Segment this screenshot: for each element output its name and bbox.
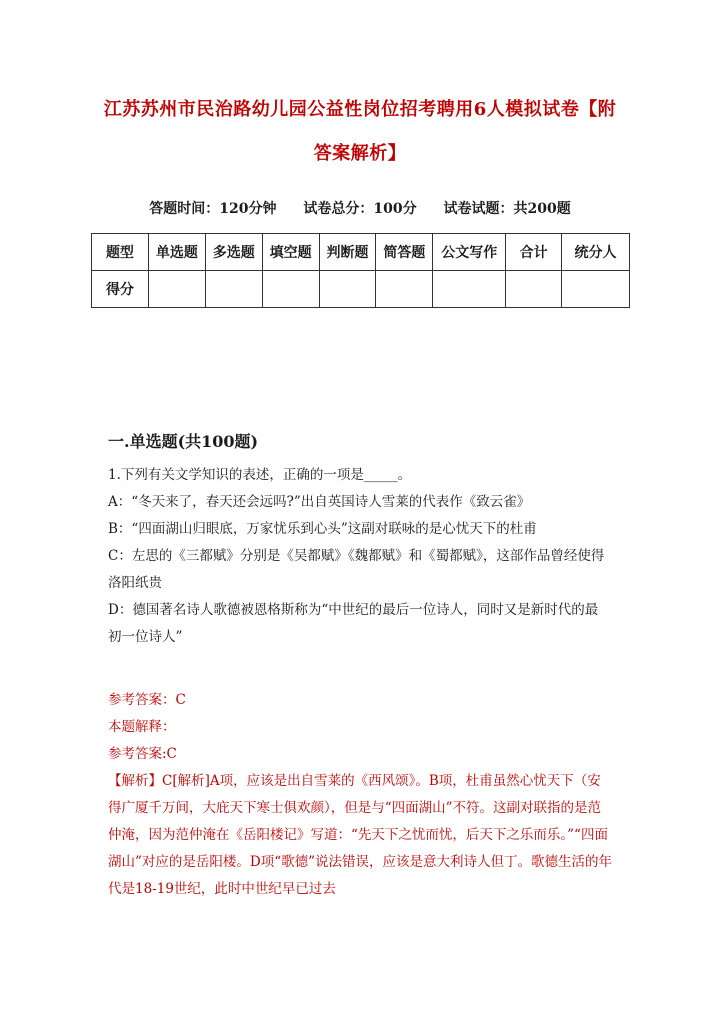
exam-total-score: 试卷总分：100分 bbox=[303, 201, 417, 217]
score-table-header-cell: 填空题 bbox=[262, 234, 319, 271]
score-table-header-cell: 单选题 bbox=[148, 234, 205, 271]
score-cell bbox=[319, 271, 376, 308]
score-table-header-row bbox=[92, 234, 630, 271]
score-cell bbox=[205, 271, 262, 308]
exam-info bbox=[0, 198, 720, 220]
option-d: D：德国著名诗人歌德被恩格斯称为“中世纪的最后一位诗人，同时又是新时代的最初一位诗人” bbox=[108, 602, 599, 645]
score-table-header-cell: 题型 bbox=[92, 234, 149, 271]
option-c: C：左思的《三都赋》分别是《吴都赋》《魏都赋》和《蜀都赋》，这部作品曾经使得洛阳纸贵 bbox=[108, 548, 605, 591]
score-table bbox=[91, 233, 630, 308]
score-cell bbox=[433, 271, 506, 308]
section-heading: 一.单选题(共100题) bbox=[108, 432, 259, 451]
score-table-row bbox=[92, 271, 630, 308]
question-stem: 1.下列有关文学知识的表述，正确的一项是_____。 bbox=[108, 467, 412, 483]
score-table-header-cell: 判断题 bbox=[319, 234, 376, 271]
reference-answer: 参考答案：C bbox=[108, 692, 186, 708]
exam-question-count: 试卷试题：共200题 bbox=[443, 201, 571, 217]
score-cell bbox=[262, 271, 319, 308]
option-b: B：“四面湖山归眼底，万家忧乐到心头”这副对联咏的是心忧天下的杜甫 bbox=[108, 521, 537, 537]
score-row-label: 得分 bbox=[92, 271, 149, 308]
score-table-header-cell: 简答题 bbox=[376, 234, 433, 271]
explanation-text: 【解析】C[解析]A项，应该是出自雪莱的《西风颂》。B项，杜甫虽然心忧天下（安得广厦千万间，大庇天下寒士俱欢颜），但是与“四面湖山”不符。这副对联指的是范仲淹，因为范仲淹在《岳阳楼记》写道：“先天下之忧而忧，后天下之乐而乐。”“四面湖山”对应的是岳阳楼。D项“歌德”说法错误，应该是意大利诗人但丁。歌德生活的年代是18-19世纪，此时中世纪早已过去 bbox=[108, 773, 613, 897]
score-table-header-cell: 多选题 bbox=[205, 234, 262, 271]
score-table-header-cell: 合计 bbox=[506, 234, 562, 271]
score-table-header-cell: 公文写作 bbox=[433, 234, 506, 271]
explanation-label: 本题解释： bbox=[108, 719, 176, 735]
score-cell bbox=[506, 271, 562, 308]
question-block bbox=[108, 462, 608, 651]
score-cell bbox=[562, 271, 630, 308]
score-cell bbox=[376, 271, 433, 308]
option-a: A：“冬天来了，春天还会远吗?”出自英国诗人雪莱的代表作《致云雀》 bbox=[108, 494, 531, 510]
score-table-header-cell: 统分人 bbox=[562, 234, 630, 271]
document-title: 江苏苏州市民治路幼儿园公益性岗位招考聘用6人模拟试卷【附答案解析】 bbox=[103, 99, 617, 164]
reference-answer-repeat: 参考答案:C bbox=[108, 746, 177, 762]
exam-time: 答题时间：120分钟 bbox=[149, 201, 277, 217]
score-cell bbox=[148, 271, 205, 308]
answer-block bbox=[108, 687, 613, 903]
